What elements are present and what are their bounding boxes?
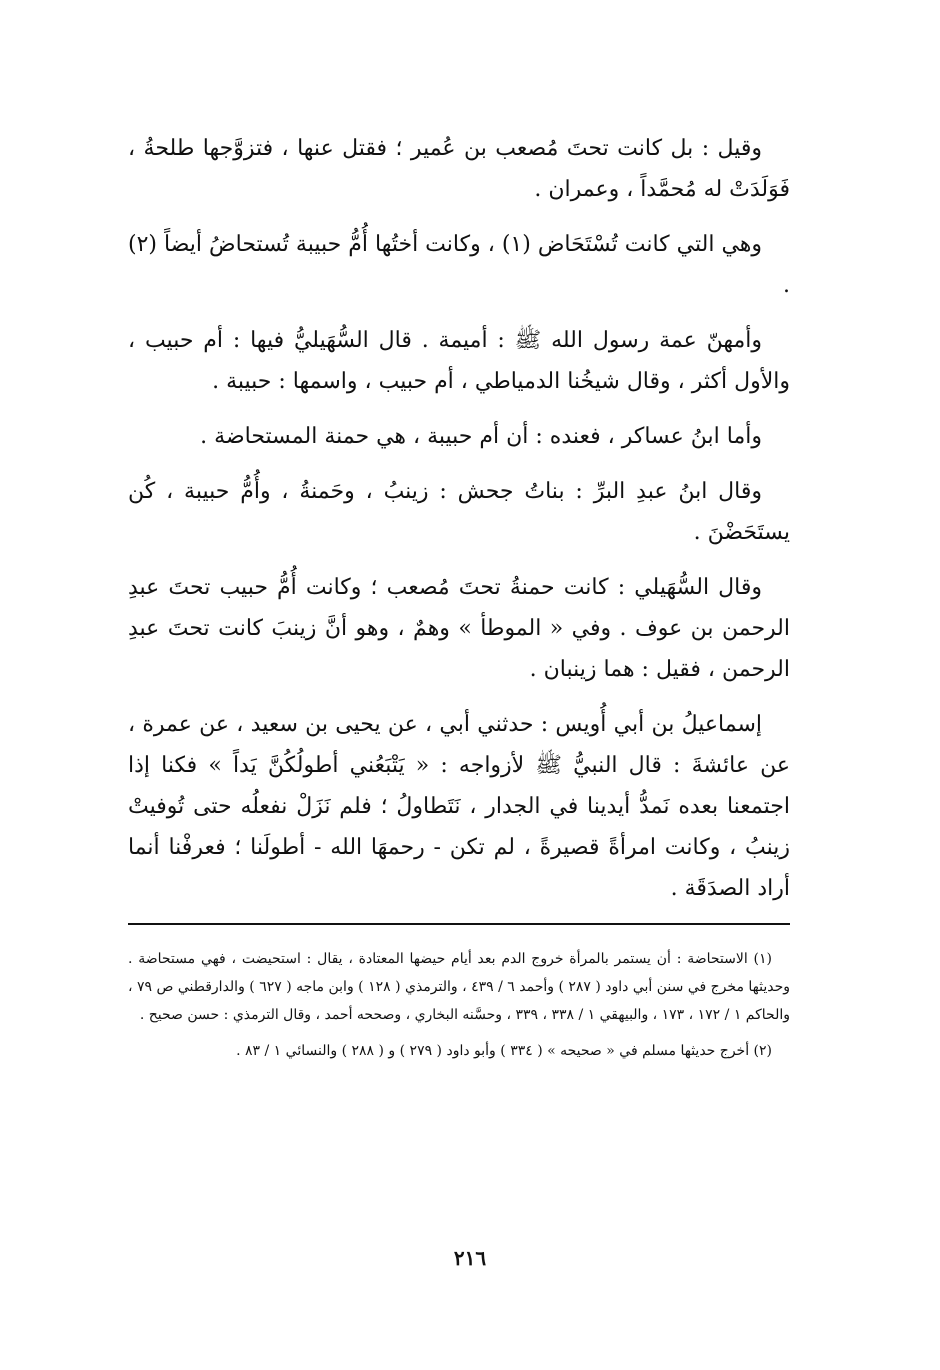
footnotes: [128, 945, 790, 1065]
page-number: ٢١٦: [453, 1246, 487, 1270]
paragraph-4: وأما ابنُ عساكر ، فعنده : أن أم حبيبة ، هي حمنة المستحاضة .: [200, 424, 762, 449]
paragraph-3: وأمهنّ عمة رسول الله ﷺ : أميمة . قال السُّهَيليُّ فيها : أم حبيب ، والأول أكثر ، وقال شيخُنا الدمياطي ، أم حبيب ، واسمها : حبيبة .: [128, 328, 790, 394]
footnote-2: (٢) أخرج حديثها مسلم في « صحيحه » ( ٣٣٤ ) وأبو داود ( ٢٧٩ ) و ( ٢٨٨ ) والنسائي ١ / ٨٣ .: [236, 1043, 772, 1059]
paragraph-7: إسماعيلُ بن أبي أُويس : حدثني أبي ، عن يحيى بن سعيد ، عن عمرة ، عن عائشةَ : قال النبيُّ ﷺ لأزواجه : « يَتْبَعُني أطولُكُنَّ يَداً » فكنا إذا اجتمعنا بعده نَمدُّ أيدينا في الجدار ، نَتَطاولُ ؛ فلم نَزَلْ نفعلُه حتى تُوفيتْ زينبُ ، وكانت امرأةً قصيرةً ، لم تكن - رحمهَا الله - أطولَنا ؛ فعرفْنا أنما أراد الصدَقَة .: [128, 712, 791, 901]
paragraph-1: وقيل : بل كانت تحتَ مُصعب بن عُمير ؛ فقتل عنها ، فتزوَّجها طلحةُ ، فَوَلَدَتْ له مُحمَّداً ، وعمران .: [128, 136, 790, 202]
page-content: [128, 128, 790, 1065]
paragraph-5: وقال ابنُ عبدِ البرِّ : بناتُ جحش : زينبُ ، وحَمنةُ ، وأُمُّ حبيبة ، كُن يستَحَضْنَ .: [128, 479, 790, 545]
footnote-1: (١) الاستحاضة : أن يستمر بالمرأة خروج الدم بعد أيام حيضها المعتادة ، يقال : استحيضت ، فهي مستحاضة . وحديثها مخرج في سنن أبي داود ( ٢٨٧ ) وأحمد ٦ / ٤٣٩ ، والترمذي ( ١٢٨ ) وابن ماجه ( ٦٢٧ ) والدارقطني ص ٧٩ ، والحاكم ١ / ١٧٢ ، ١٧٣ ، والبيهقي ١ / ٣٣٨ ، ٣٣٩ ، وحسَّنه البخاري ، وصححه أحمد ، وقال الترمذي : حسن صحيح .: [128, 951, 790, 1023]
paragraph-6: وقال السُّهَيلي : كانت حمنةُ تحتَ مُصعب ؛ وكانت أُمُّ حبيب تحتَ عبدِ الرحمن بن عوف . وفي « الموطأ » وهمٌ ، وهو أنَّ زينبَ كانت تحتَ عبدِ الرحمن ، فقيل : هما زينبان .: [128, 575, 790, 682]
footnote-divider: [128, 923, 790, 925]
paragraph-2: وهي التي كانت تُسْتَحَاض (١) ، وكانت أختُها أُمُّ حبيبة تُستحاضُ أيضاً (٢) .: [128, 232, 790, 298]
main-text: [128, 128, 790, 909]
